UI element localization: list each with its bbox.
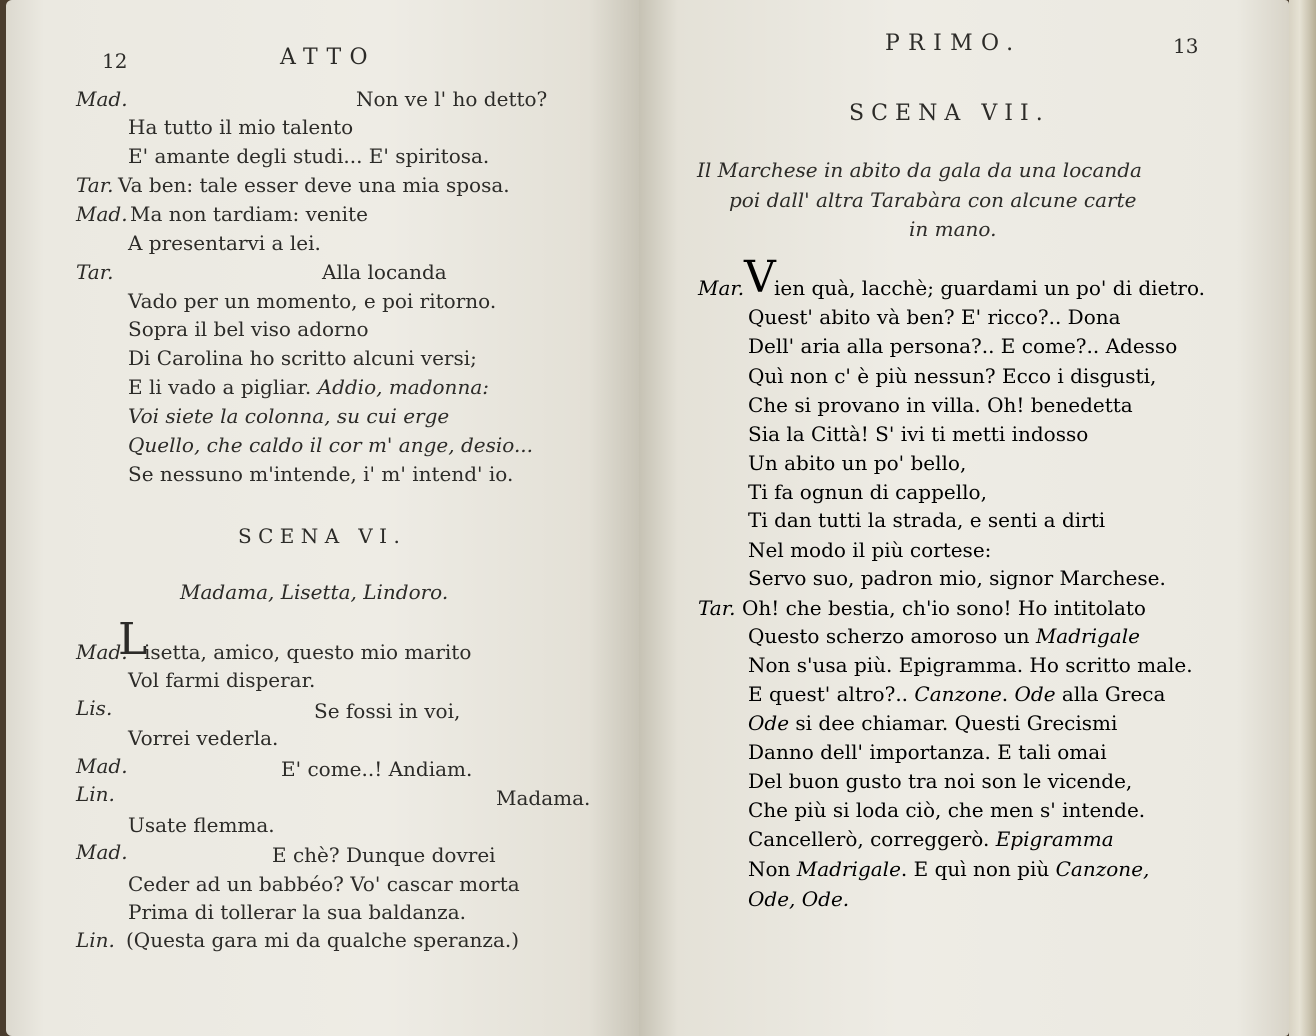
verse-line: Ceder ad un babbéo? Vo' cascar morta <box>128 872 520 896</box>
speaker-label: Mad. <box>76 640 128 664</box>
verse-line: Oh! che bestia, ch'io sono! Ho intitolato <box>742 596 1146 620</box>
verse-line: ien quà, lacchè; guardami un po' di dietro. <box>774 276 1205 300</box>
verse-line: Se fossi in voi, <box>314 699 461 723</box>
verse-line: Dell' aria alla persona?.. E come?.. Adesso <box>748 334 1178 358</box>
verse-line: Prima di tollerar la sua baldanza. <box>128 900 466 924</box>
drop-cap: V <box>744 252 776 303</box>
scene-characters: Madama, Lisetta, Lindoro. <box>180 580 449 604</box>
verse-line: Che più si loda ciò, che men s' intende. <box>748 798 1146 822</box>
speaker-label: Mar. <box>698 276 745 300</box>
stage-direction-line: in mano. <box>909 217 997 241</box>
scene-title: SCENA VI. <box>238 524 407 548</box>
verse-line: Che si provano in villa. Oh! benedetta <box>748 393 1133 417</box>
verse-line: Ha tutto il mio talento <box>128 115 354 139</box>
verse-line: Quest' abito và ben? E' ricco?.. Dona <box>748 305 1121 329</box>
verse-line: Un abito un po' bello, <box>748 451 967 475</box>
stage-direction-line: Il Marchese in abito da gala da una locanda <box>697 158 1142 182</box>
speaker-label: Tar. <box>76 173 114 197</box>
verse-line: Usate flemma. <box>128 813 275 837</box>
verse-line: Vado per un momento, e poi ritorno. <box>128 289 497 313</box>
verse-line: Quello, che caldo il cor m' ange, desio... <box>128 433 534 457</box>
verse-line: Ma non tardiam: venite <box>130 202 368 226</box>
page-number: 12 <box>102 49 128 73</box>
verse-line: Non ve l' ho detto? <box>356 87 548 111</box>
verse-line: Sia la Città! S' ivi ti metti indosso <box>748 422 1089 446</box>
verse-line: Ode, Ode. <box>748 887 850 911</box>
verse-line: Alla locanda <box>322 260 447 284</box>
verse-line: Quì non c' è più nessun? Ecco i disgusti, <box>748 364 1157 388</box>
verse-line: E chè? Dunque dovrei <box>272 843 496 867</box>
verse-line: Cancellerò, correggerò. Epigramma <box>748 827 1114 851</box>
verse-line: Ti fa ognun di cappello, <box>748 480 987 504</box>
speaker-label: Mad. <box>76 202 128 226</box>
stage-direction-line: poi dall' altra Tarabàra con alcune carte <box>729 188 1137 212</box>
speaker-label: Mad. <box>76 840 128 864</box>
verse-line: Va ben: tale esser deve una mia sposa. <box>118 173 510 197</box>
verse-line: Vol farmi disperar. <box>128 668 316 692</box>
verse-line: Se nessuno m'intende, i' m' intend' io. <box>128 462 514 486</box>
speaker-label: Mad. <box>76 87 128 111</box>
verse-line: Ti dan tutti la strada, e senti a dirti <box>748 508 1106 532</box>
verse-line: Questo scherzo amoroso un Madrigale <box>748 624 1140 648</box>
verse-line: Danno dell' importanza. E tali omai <box>748 740 1107 764</box>
verse-line: Nel modo il più cortese: <box>748 538 992 562</box>
speaker-label: Lis. <box>76 696 113 720</box>
speaker-label: Lin. <box>76 928 115 952</box>
verse-line: Di Carolina ho scritto alcuni versi; <box>128 346 477 370</box>
speaker-label: Lin. <box>76 782 115 806</box>
verse-line: Del buon gusto tra noi son le vicende, <box>748 769 1133 793</box>
verse-line: Vorrei vederla. <box>128 726 279 750</box>
running-head: ATTO <box>280 45 376 70</box>
verse-line: Madama. <box>496 786 591 810</box>
drop-cap: L <box>118 614 148 665</box>
verse-line: Non s'usa più. Epigramma. Ho scritto male. <box>748 653 1193 677</box>
speaker-label: Tar. <box>76 260 114 284</box>
speaker-label: Tar. <box>698 596 736 620</box>
running-head: PRIMO. <box>885 31 1022 56</box>
speaker-label: Mad. <box>76 754 128 778</box>
verse-line: Non Madrigale. E quì non più Canzone, <box>748 857 1150 881</box>
left-page <box>6 0 639 1036</box>
verse-line: isetta, amico, questo mio marito <box>144 640 472 664</box>
verse-line: A presentarvi a lei. <box>128 231 321 255</box>
verse-line: E' come..! Andiam. <box>281 757 473 781</box>
verse-line: (Questa gara mi da qualche speranza.) <box>126 928 520 952</box>
scene-title: SCENA VII. <box>849 101 1050 126</box>
page-edges <box>1289 0 1316 1036</box>
verse-line: Voi siete la colonna, su cui erge <box>128 404 450 428</box>
verse-line: E quest' altro?.. Canzone. Ode alla Greca <box>748 682 1166 706</box>
page-number: 13 <box>1173 34 1199 58</box>
verse-line: E li vado a pigliar. Addio, madonna: <box>128 375 489 399</box>
verse-line: Ode si dee chiamar. Questi Grecismi <box>748 711 1118 735</box>
verse-line: E' amante degli studi... E' spiritosa. <box>128 144 490 168</box>
verse-line: Sopra il bel viso adorno <box>128 317 369 341</box>
verse-line: Servo suo, padron mio, signor Marchese. <box>748 566 1166 590</box>
